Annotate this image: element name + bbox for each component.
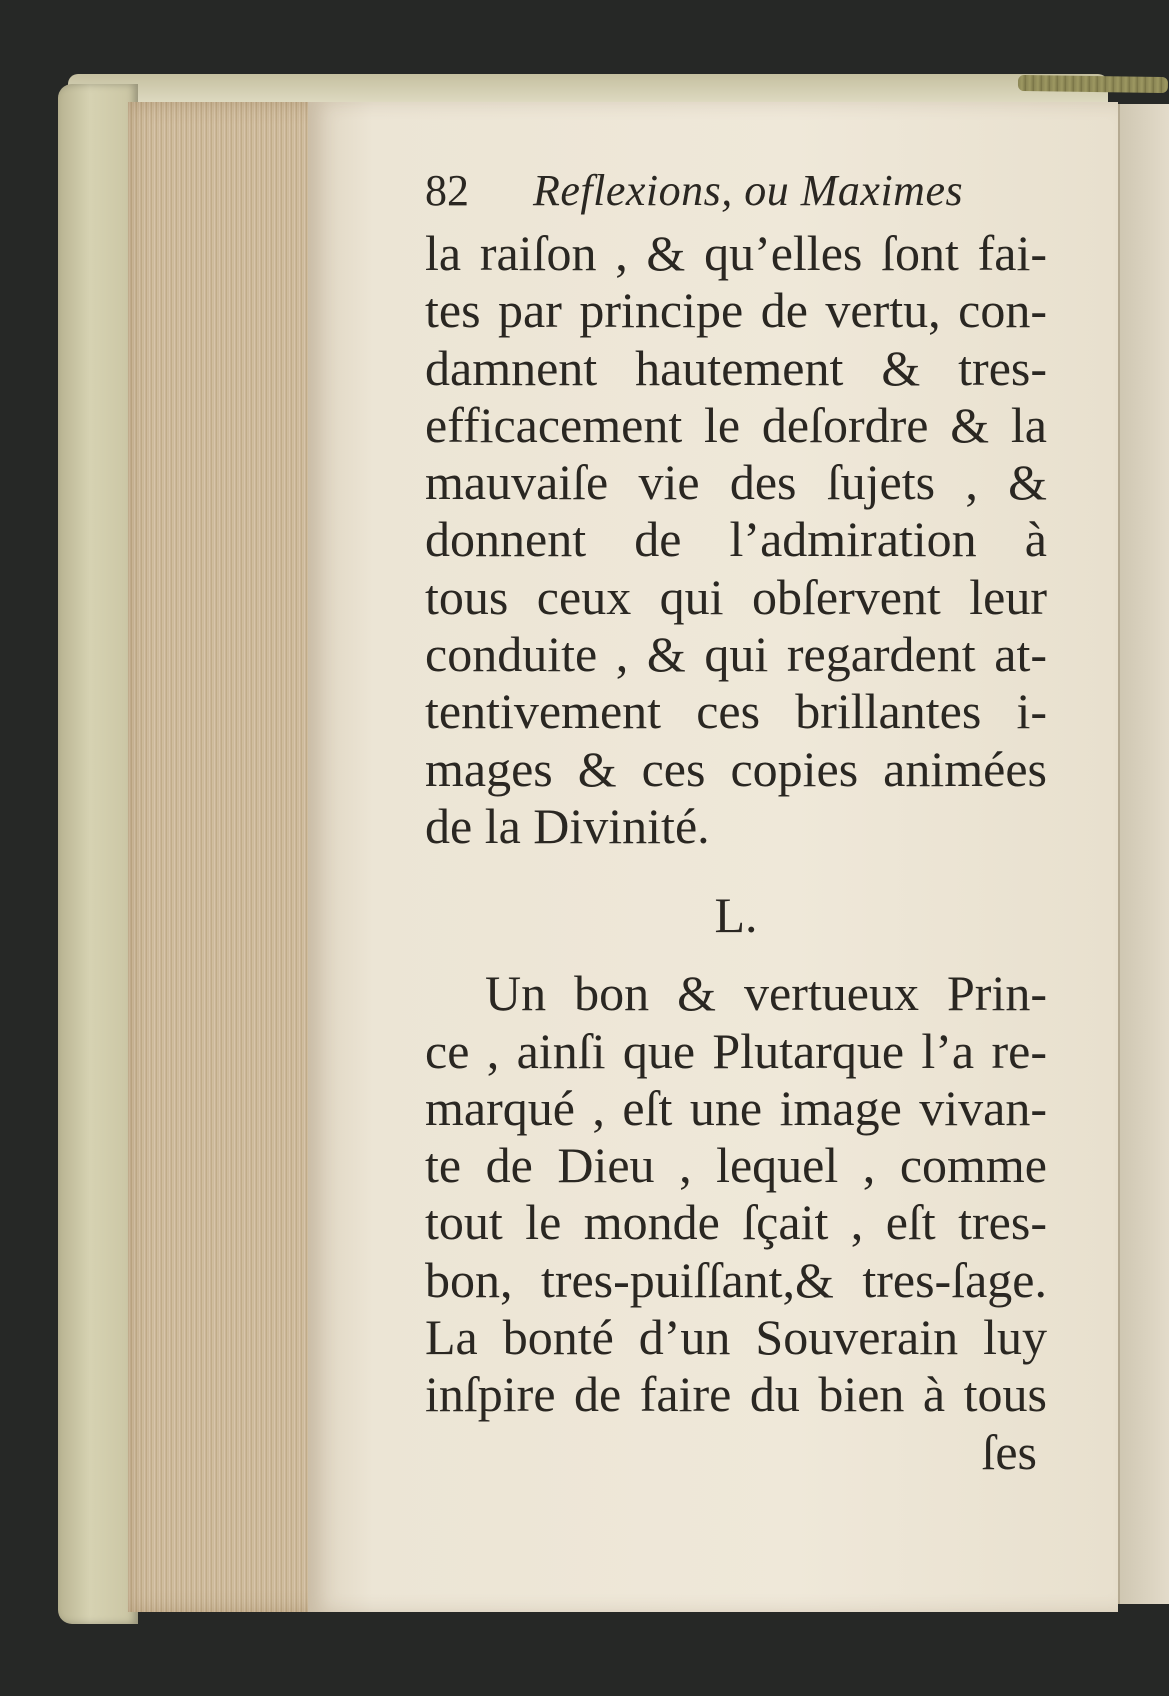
text-line: tous ceux qui obſervent leur xyxy=(425,568,1047,625)
text-line: Un bon & vertueux Prin- xyxy=(485,965,1047,1022)
page-header xyxy=(425,165,1047,225)
text-line: efficacement le deſordre & la xyxy=(425,396,1047,453)
text-line: inſpire de faire du bien à tous xyxy=(425,1366,1047,1423)
facing-page-edge xyxy=(1118,104,1169,1604)
book-cover-edge xyxy=(58,84,138,1624)
running-head: Reflexions, ou Maximes xyxy=(533,166,964,215)
paragraph-1 xyxy=(425,225,1047,855)
text-line: de la Divinité. xyxy=(425,797,710,854)
page-number: 82 xyxy=(425,166,469,215)
page-text xyxy=(425,165,1047,1481)
text-line: La bonté d’un Souverain luy xyxy=(425,1309,1047,1366)
text-line: mauvaiſe vie des ſujets , & xyxy=(425,454,1047,511)
book-cover-top xyxy=(68,74,1108,102)
text-line: donnent de l’admiration à xyxy=(425,511,1047,568)
text-line: te de Dieu , lequel , comme xyxy=(425,1137,1047,1194)
text-line: damnent hautement & tres- xyxy=(425,339,1047,396)
text-line: conduite , & qui regardent at- xyxy=(425,626,1047,683)
ribbon-bookmark xyxy=(1018,75,1168,93)
paragraph-2 xyxy=(425,965,1047,1423)
text-line: mages & ces copies animées xyxy=(425,740,1047,797)
text-line: bon, tres-puiſſant,& tres-ſage. xyxy=(425,1251,1047,1308)
section-heading: L. xyxy=(714,887,758,944)
text-line: tentivement ces brillantes i- xyxy=(425,683,1047,740)
text-line: tes par principe de vertu, con- xyxy=(425,282,1047,339)
text-line: marqué , eſt une image vivan- xyxy=(425,1079,1047,1136)
text-line: la raiſon , & qu’elles ſont fai- xyxy=(425,225,1047,281)
catchword: ſes xyxy=(981,1423,1037,1480)
text-line: tout le monde ſçait , eſt tres- xyxy=(425,1194,1047,1251)
text-line: ce , ainſi que Plutarque l’a re- xyxy=(425,1022,1047,1079)
